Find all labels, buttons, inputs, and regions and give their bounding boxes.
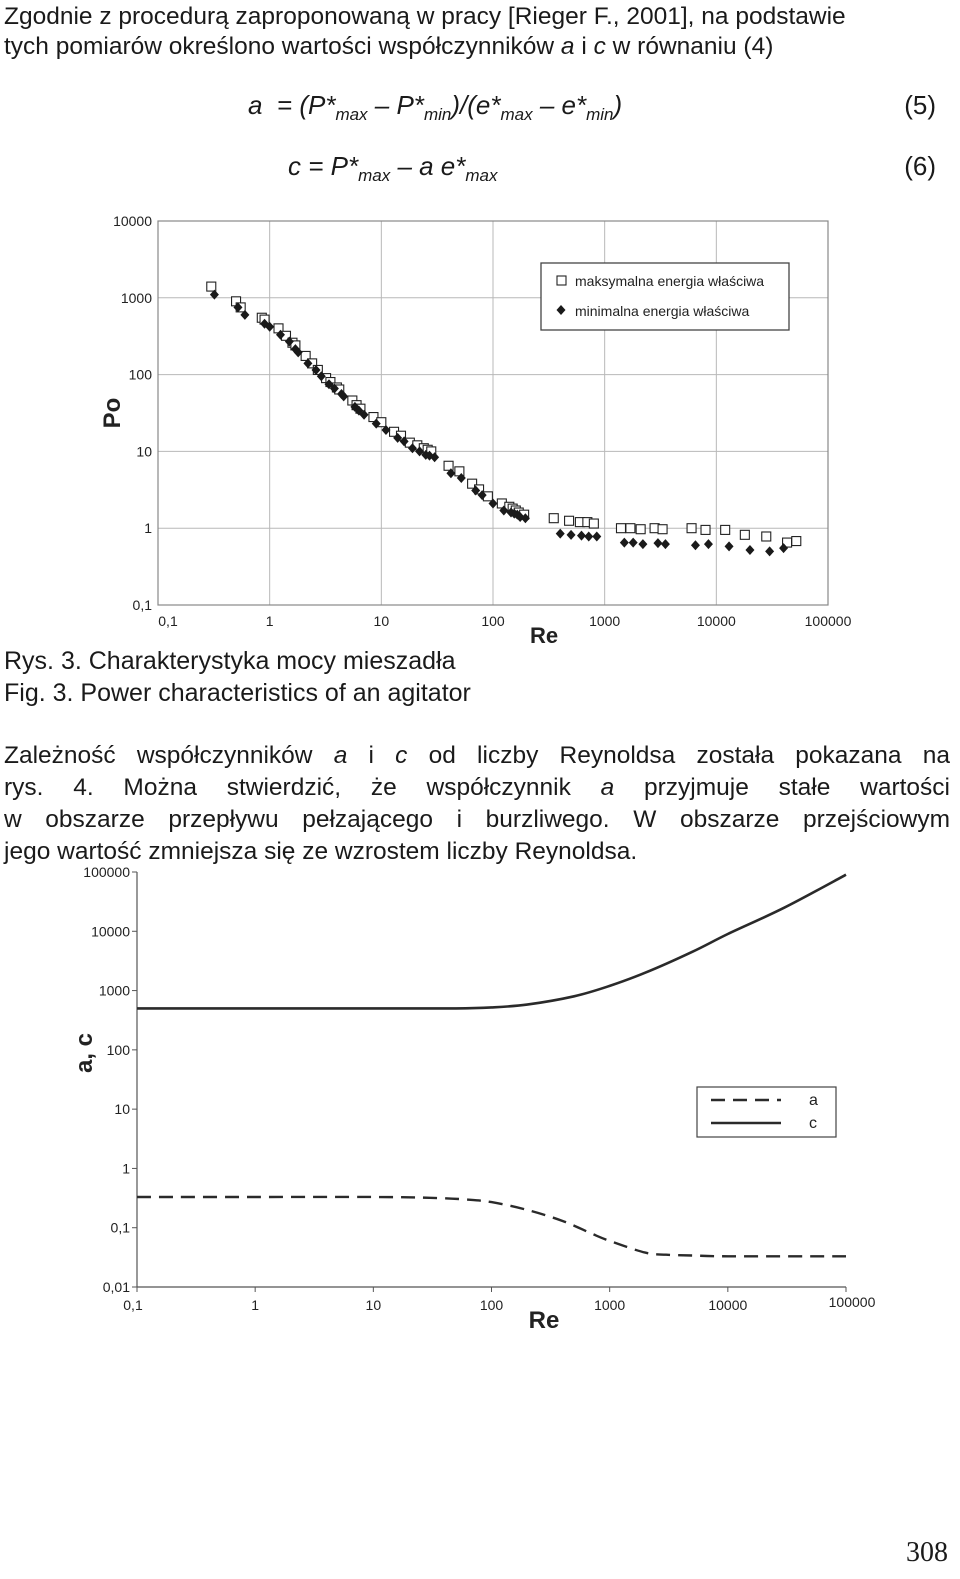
paragraph-line-1: Zależność współczynników a i c od liczby Reynoldsa została pokazana na xyxy=(4,742,950,769)
y-tick-label: 1000 xyxy=(98,982,130,999)
legend-label-a: a xyxy=(809,1092,818,1109)
x-tick-label: 0,1 xyxy=(158,613,178,629)
equation-5: $a = (P*_{max} - P*_{min})/(e*_{max} - e*_{min})$ xyxy=(248,90,623,124)
paragraph-line-2: rys. 4. Można stwierdzić, że współczynnik a przyjmuje stałe wartości xyxy=(4,774,950,801)
x-tick-label: 1000 xyxy=(594,1297,626,1313)
equation-5-number: (5) xyxy=(904,90,936,120)
y-tick-label: 100 xyxy=(106,1041,130,1058)
x-tick-label: 100000 xyxy=(804,613,852,629)
y-tick-label: 1000 xyxy=(120,289,152,306)
y-tick-label: 100000 xyxy=(83,864,130,880)
x-tick-label: 1000 xyxy=(589,613,621,629)
intro-line-1: Zgodnie z procedurą zaproponowaną w pracy [Rieger F., 2001], na podstawie xyxy=(4,3,846,30)
x-tick-label: 1 xyxy=(251,1297,260,1313)
paragraph-line-3: w obszarze przepływu pełzającego i burzliwego. W obszarze przejściowym xyxy=(4,806,950,833)
y-tick-label: 1 xyxy=(122,1160,130,1177)
x-axis-label: Re xyxy=(528,1307,560,1334)
legend-label-c: c xyxy=(809,1115,817,1132)
page-number: 308 xyxy=(906,1537,948,1568)
y-tick-label: 0,01 xyxy=(102,1279,130,1295)
equation-6-number: (6) xyxy=(904,151,936,181)
y-tick-label: 1 xyxy=(144,520,152,537)
y-tick-label: 0,1 xyxy=(110,1219,130,1236)
equation-6: $c = P*_{max} - a$ $e*_{max}$ xyxy=(288,151,498,185)
paragraph-line-4: jego wartość zmniejsza się ze wzrostem liczby Reynoldsa. xyxy=(4,838,638,865)
y-tick-label: 10 xyxy=(114,1101,130,1118)
x-axis-label: Re xyxy=(529,623,559,648)
y-axis-label: Po xyxy=(99,397,126,429)
legend-label-max: maksymalna energia właściwa xyxy=(575,273,765,289)
intro-line-2: tych pomiarów określono wartości współczynników a i c w równaniu (4) xyxy=(4,33,774,60)
series-a-line xyxy=(137,1197,846,1256)
x-tick-label: 100 xyxy=(481,613,505,629)
y-axis-label: a, c xyxy=(71,1032,98,1074)
x-tick-label: 100 xyxy=(479,1297,504,1313)
x-tick-label: 10000 xyxy=(696,613,736,629)
y-tick-label: 10 xyxy=(136,443,152,460)
legend-label-min: minimalna energia właściwa xyxy=(575,303,750,319)
series-c-line xyxy=(137,875,846,1009)
y-tick-label: 100 xyxy=(128,366,152,383)
y-tick-label: 0,1 xyxy=(132,597,152,613)
fig3-caption-pl: Rys. 3. Charakterystyka mocy mieszadła xyxy=(4,647,456,675)
y-tick-label: 10000 xyxy=(91,923,130,940)
x-tick-label: 1 xyxy=(265,613,274,629)
x-tick-label: 100000 xyxy=(828,1294,876,1310)
x-tick-label: 10 xyxy=(365,1297,382,1313)
x-tick-label: 10000 xyxy=(708,1297,748,1313)
fig3-caption-en: Fig. 3. Power characteristics of an agitator xyxy=(4,679,471,707)
x-tick-label: 0,1 xyxy=(123,1297,143,1313)
y-tick-label: 10000 xyxy=(113,213,152,229)
x-tick-label: 10 xyxy=(373,613,390,629)
